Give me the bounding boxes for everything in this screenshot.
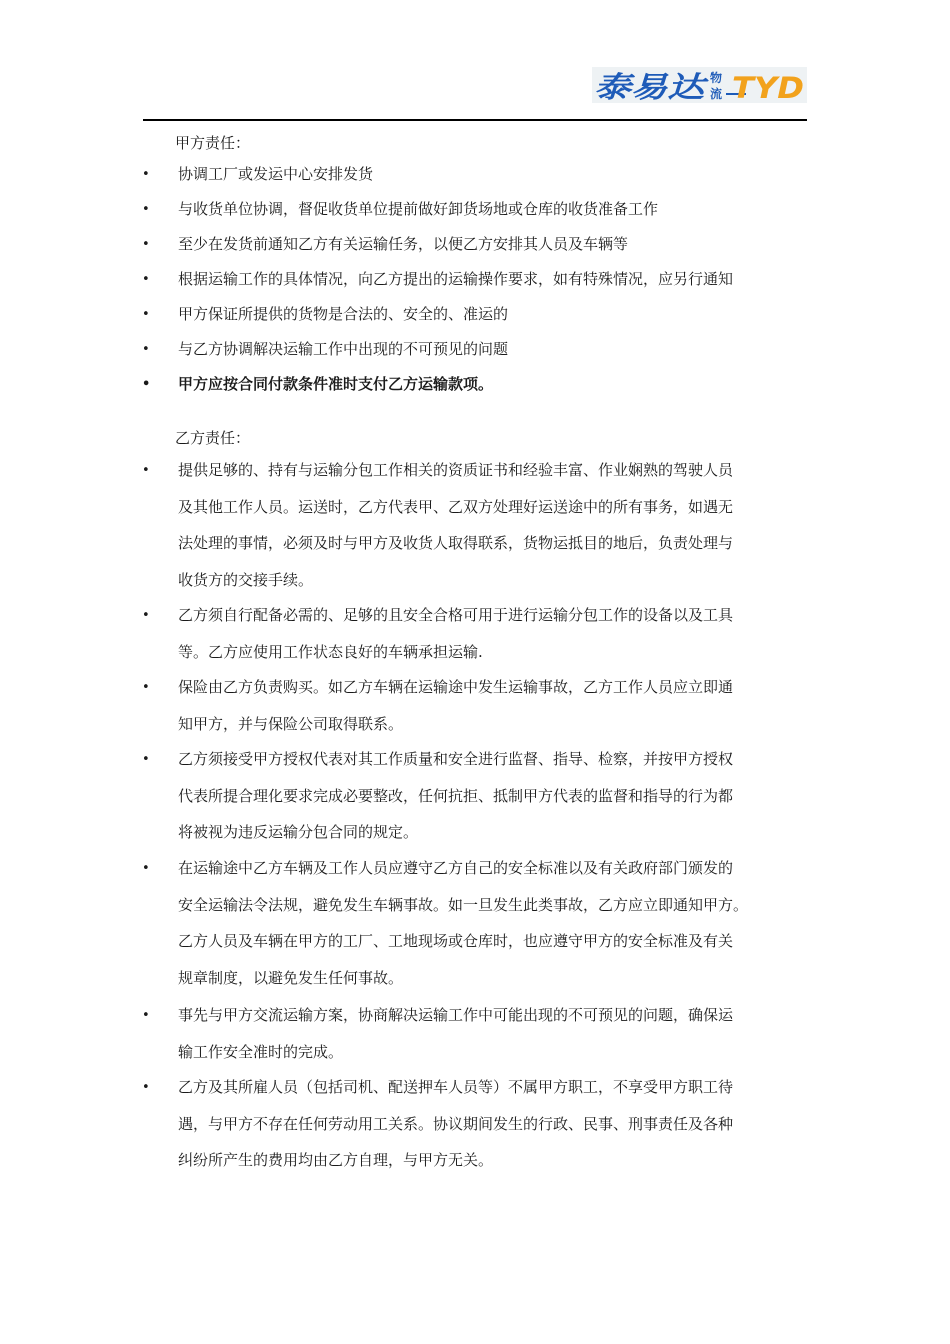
party-a-item-4: 根据运输工作的具体情况，向乙方提出的运输操作要求，如有特殊情况，应另行通知: [178, 270, 734, 288]
party-b-title: 乙方责任：: [175, 429, 251, 447]
bullet-icon: •: [142, 1080, 150, 1095]
party-b-item-1: 提供足够的、持有与运输分包工作相关的资质证书和经验丰富、作业娴熟的驾驶人员 及其他工作人员。运送时，乙方代表甲、乙双方处理好运送途中的所有事务，如遇无 法处理的事情，必须及时与甲方及收货人取得联系，货物运抵目的地后，负责处理与 收货方的交接手续。: [178, 461, 734, 589]
bullet-icon: •: [142, 342, 150, 357]
bullet-icon: •: [142, 861, 150, 876]
party-a-item-6: 与乙方协调解决运输工作中出现的不可预见的问题: [178, 340, 509, 358]
bullet-icon: •: [142, 1008, 150, 1023]
bullet-icon: •: [142, 237, 150, 252]
bullet-icon: •: [142, 608, 150, 623]
svg-text:泰易达: 泰易达: [594, 70, 710, 103]
party-a-title: 甲方责任：: [175, 134, 251, 152]
party-b-item-7: 乙方及其所雇人员（包括司机、配送押车人员等）不属甲方职工，不享受甲方职工待 遇，与甲方不存在任何劳动用工关系。协议期间发生的行政、民事、刑事责任及各种 纠纷所产生的费用均由乙方自理，与甲方无关。: [178, 1078, 734, 1169]
svg-text:TYD: TYD: [732, 71, 804, 103]
party-a-item-1: 协调工厂或发运中心安排发货: [178, 165, 374, 183]
party-b-item-6: 事先与甲方交流运输方案，协商解决运输工作中可能出现的不可预见的问题，确保运 输工作安全准时的完成。: [178, 1006, 734, 1061]
bullet-icon: •: [142, 377, 151, 392]
svg-text:物: 物: [710, 71, 723, 85]
bullet-icon: •: [142, 272, 150, 287]
bullet-icon: •: [142, 167, 150, 182]
header-divider: [143, 119, 807, 121]
party-b-item-4: 乙方须接受甲方授权代表对其工作质量和安全进行监督、指导、检察，并按甲方授权 代表所提合理化要求完成必要整改，任何抗拒、抵制甲方代表的监督和指导的行为都 将被视为违反运输分包合同的规定。: [178, 750, 734, 841]
bullet-icon: •: [142, 680, 150, 695]
bullet-icon: •: [142, 752, 150, 767]
bullet-icon: •: [142, 202, 150, 217]
party-a-item-5: 甲方保证所提供的货物是合法的、安全的、准运的: [178, 305, 509, 323]
party-b-item-3: 保险由乙方负责购买。如乙方车辆在运输途中发生运输事故，乙方工作人员应立即通 知甲方，并与保险公司取得联系。: [178, 678, 734, 733]
party-a-item-2: 与收货单位协调，督促收货单位提前做好卸货场地或仓库的收货准备工作: [178, 200, 659, 218]
bullet-icon: •: [142, 307, 150, 322]
bullet-icon: •: [142, 463, 150, 478]
party-a-item-7: 甲方应按合同付款条件准时支付乙方运输款项。: [178, 375, 494, 393]
svg-text:流: 流: [710, 87, 723, 101]
party-a-item-3: 至少在发货前通知乙方有关运输任务，以便乙方安排其人员及车辆等: [178, 235, 629, 253]
party-b-item-5: 在运输途中乙方车辆及工作人员应遵守乙方自己的安全标准以及有关政府部门颁发的 安全运输法令法规，避免发生车辆事故。如一旦发生此类事故，乙方应立即通知甲方。 乙方人员及车辆在甲方的工厂、工地现场或仓库时，也应遵守甲方的安全标准及有关 规章制度，以避免发生任何事故。: [178, 859, 749, 987]
party-b-item-2: 乙方须自行配备必需的、足够的且安全合格可用于进行运输分包工作的设备以及工具 等。乙方应使用工作状态良好的车辆承担运输.: [178, 606, 734, 661]
company-logo: [592, 67, 807, 103]
